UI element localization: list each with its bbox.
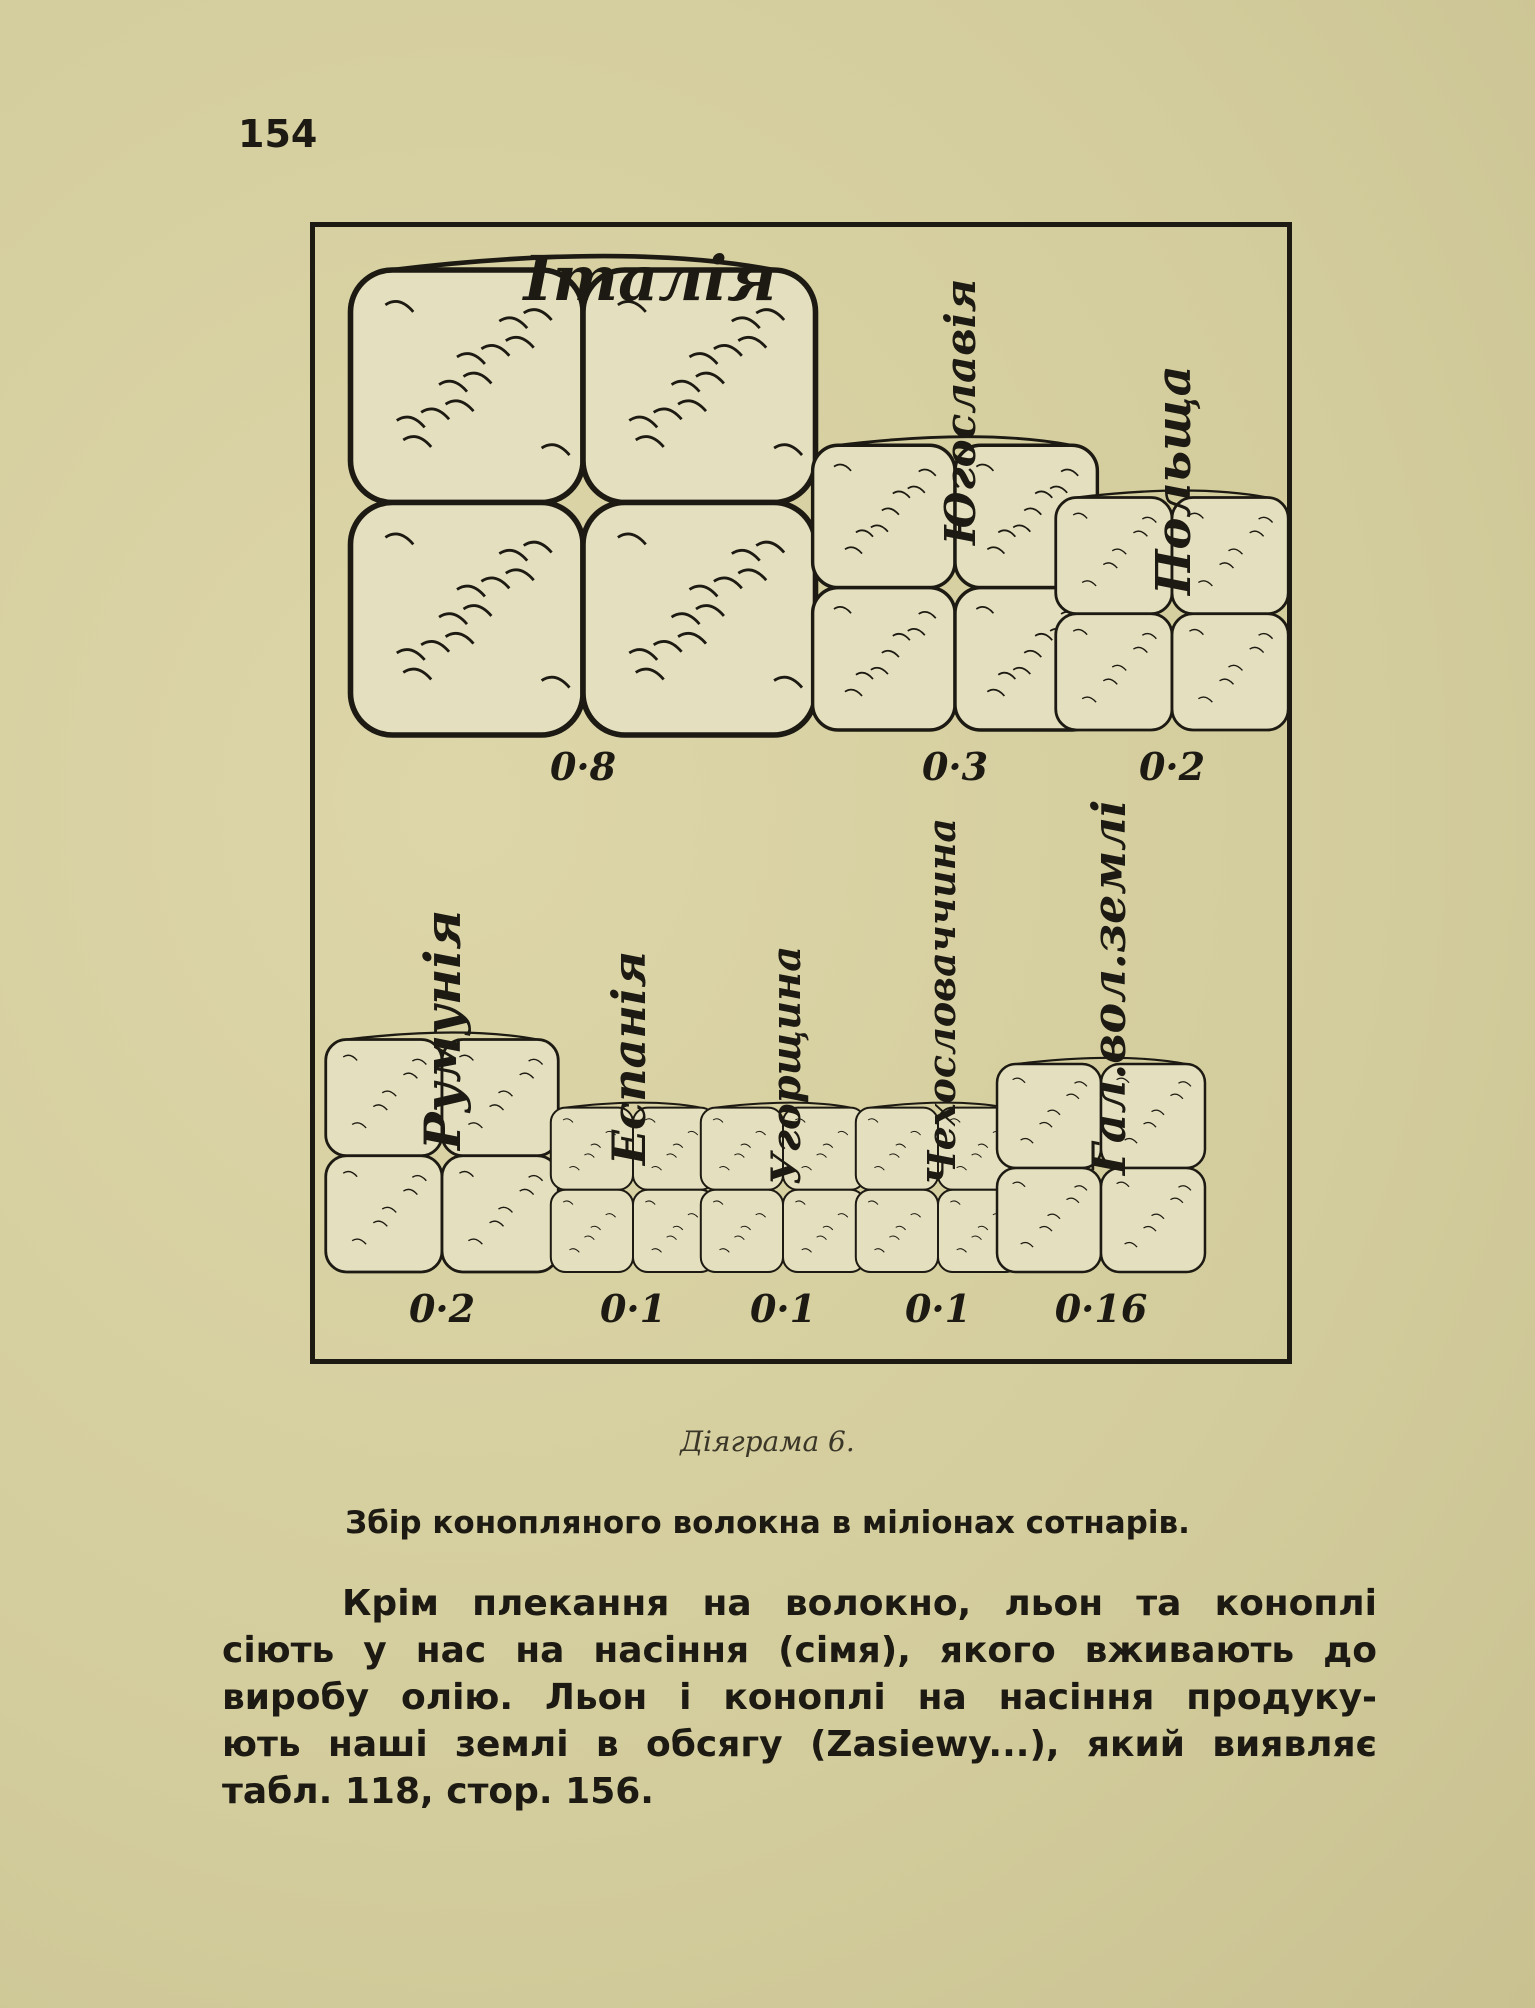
body-line: виробу олію. Льон і коноплі на насіння продуку- <box>222 1677 1377 1718</box>
caption-title: Збір конопляного волокна в міліонах сотнарів. <box>345 1505 1190 1541</box>
value-label: 0·1 <box>904 1286 972 1331</box>
value-label: 0·8 <box>549 744 617 789</box>
value-label: 0·1 <box>749 1286 817 1331</box>
category-label: Гал.вол.землі <box>1082 799 1136 1175</box>
category-label: Чехословаччина <box>919 817 964 1185</box>
category-label: Югославія <box>936 278 985 545</box>
body-line: Крім плекання на волокно, льон та коноплі <box>342 1583 1377 1624</box>
value-label: 0·16 <box>1054 1286 1148 1331</box>
body-line: сіють у нас на насіння (сімя), якого вживають до <box>222 1630 1377 1671</box>
value-label: 0·3 <box>921 744 989 789</box>
value-label: 0·2 <box>408 1286 476 1331</box>
caption-number: Діяграма 6. <box>680 1425 855 1458</box>
category-label: Угорщина <box>763 945 810 1185</box>
category-label: Еспанія <box>602 951 656 1165</box>
value-label: 0·2 <box>1138 744 1206 789</box>
page-number: 154 <box>238 112 318 156</box>
category-label: Румунія <box>413 909 472 1150</box>
body-line: ють наші землі в обсягу (Zasiewy...), який виявляє <box>222 1724 1377 1765</box>
body-paragraph <box>222 1580 1377 1815</box>
value-label: 0·1 <box>599 1286 667 1331</box>
body-line: табл. 118, стор. 156. <box>222 1771 654 1812</box>
category-label: Італія <box>523 242 777 315</box>
category-label: Польща <box>1146 365 1202 595</box>
bale-mark <box>351 256 816 735</box>
